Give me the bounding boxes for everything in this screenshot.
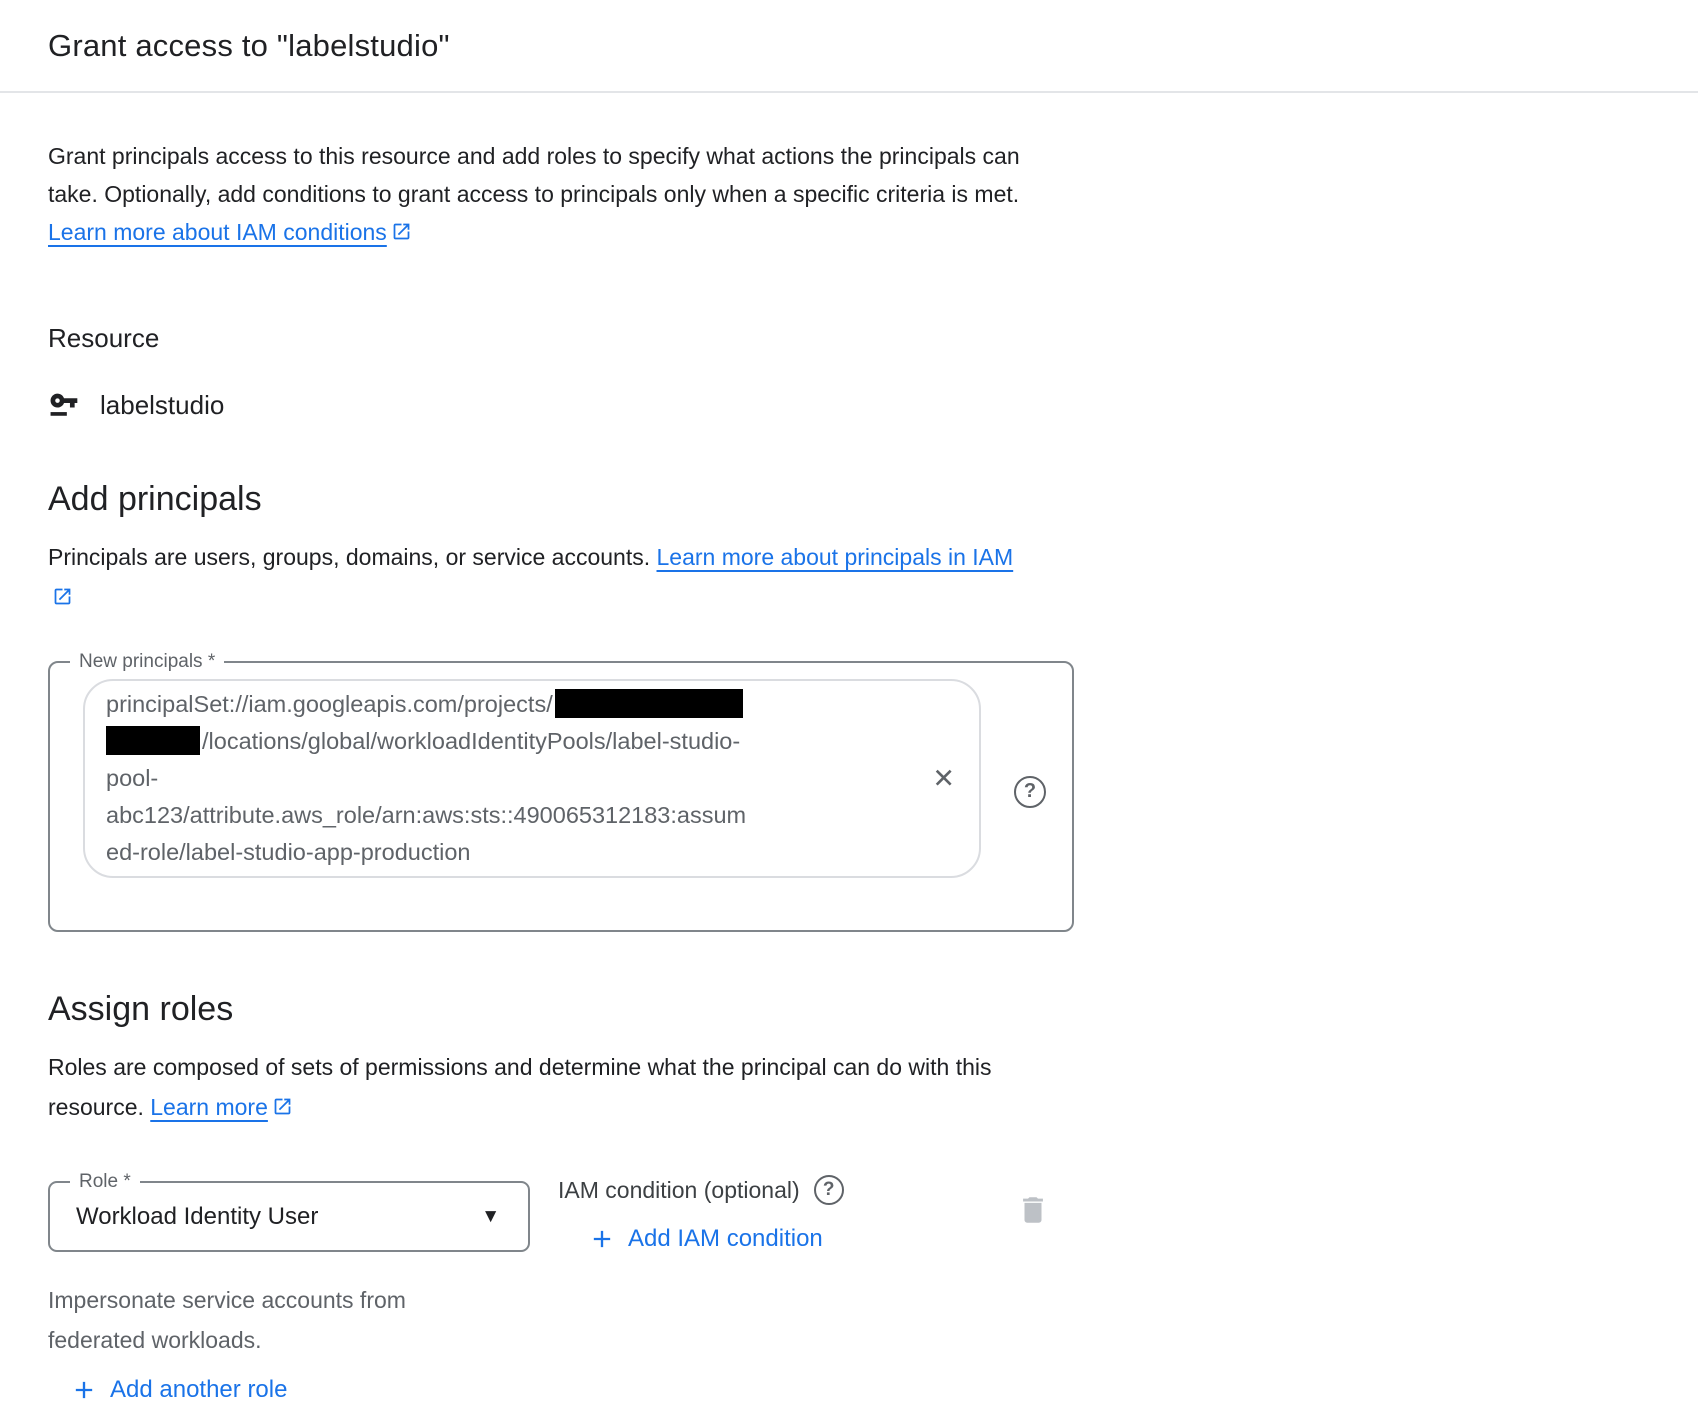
iam-conditions-link[interactable]: Learn more about IAM conditions (48, 219, 412, 245)
dialog-body (0, 137, 1698, 1409)
dialog-title: Grant access to "labelstudio" (48, 27, 450, 63)
plus-icon (70, 1376, 98, 1404)
resource-name: labelstudio (100, 389, 225, 420)
principal-chip-text: ed-role/label-studio-app-production (106, 839, 471, 865)
external-link-icon (52, 579, 73, 600)
principals-description (48, 537, 1023, 617)
roles-description (48, 1047, 1063, 1127)
delete-role-button[interactable] (1016, 1191, 1050, 1229)
role-row (48, 1171, 1148, 1360)
iam-condition-label: IAM condition (optional) (558, 1176, 800, 1203)
service-account-key-icon (48, 388, 82, 422)
iam-condition-help-icon[interactable]: ? (814, 1175, 844, 1205)
assign-roles-heading: Assign roles (48, 990, 234, 1028)
role-label: Role * (70, 1170, 140, 1194)
role-helper-text: Impersonate service accounts from federated workloads. (48, 1287, 406, 1353)
role-selected-value: Workload Identity User (76, 1202, 319, 1230)
new-principals-field[interactable] (48, 651, 1074, 932)
new-principals-label: New principals * (70, 650, 224, 674)
principal-chip[interactable] (83, 679, 981, 878)
principals-description-text: Principals are users, groups, domains, or service accounts. (48, 544, 651, 570)
external-link-icon (391, 215, 412, 236)
resource-row (48, 388, 1698, 422)
role-select[interactable] (48, 1171, 530, 1252)
principals-help-icon[interactable]: ? (1014, 776, 1046, 808)
roles-learn-more-link[interactable]: Learn more (150, 1094, 293, 1120)
add-another-role-row (70, 1376, 1698, 1409)
principal-chip-text: pool- (106, 765, 159, 791)
roles-description-text: Roles are composed of sets of permissions and determine what the principal can do with this resource. (48, 1054, 992, 1120)
principals-iam-link[interactable]: Learn more about principals in IAM (48, 544, 1013, 610)
redaction-bar (106, 726, 200, 755)
principal-chip-text: principalSet://iam.googleapis.com/projects/ (106, 691, 553, 717)
iam-condition-label-row (558, 1175, 844, 1205)
add-principals-heading: Add principals (48, 480, 262, 518)
external-link-icon (272, 1089, 293, 1110)
chip-remove-icon[interactable]: ✕ (932, 763, 955, 793)
chevron-down-icon: ▼ (481, 1205, 500, 1227)
resource-heading: Resource (48, 323, 160, 353)
principal-chip-text: abc123/attribute.aws_role/arn:aws:sts::490065312183:assum (106, 802, 747, 828)
dialog-header (0, 0, 1698, 93)
iam-condition-column (558, 1175, 844, 1258)
add-iam-condition-button[interactable]: Add IAM condition (588, 1225, 823, 1253)
intro-paragraph (48, 137, 1063, 251)
redaction-bar (555, 689, 743, 718)
add-another-role-button[interactable]: Add another role (70, 1376, 287, 1404)
principal-chip-text: /locations/global/workloadIdentityPools/label-studio- (202, 728, 741, 754)
plus-icon (588, 1225, 616, 1253)
intro-text: Grant principals access to this resource and add roles to specify what actions the principals can take. Optionally, add conditions to grant access to principals only when a specific criteria is met. (48, 143, 1020, 207)
